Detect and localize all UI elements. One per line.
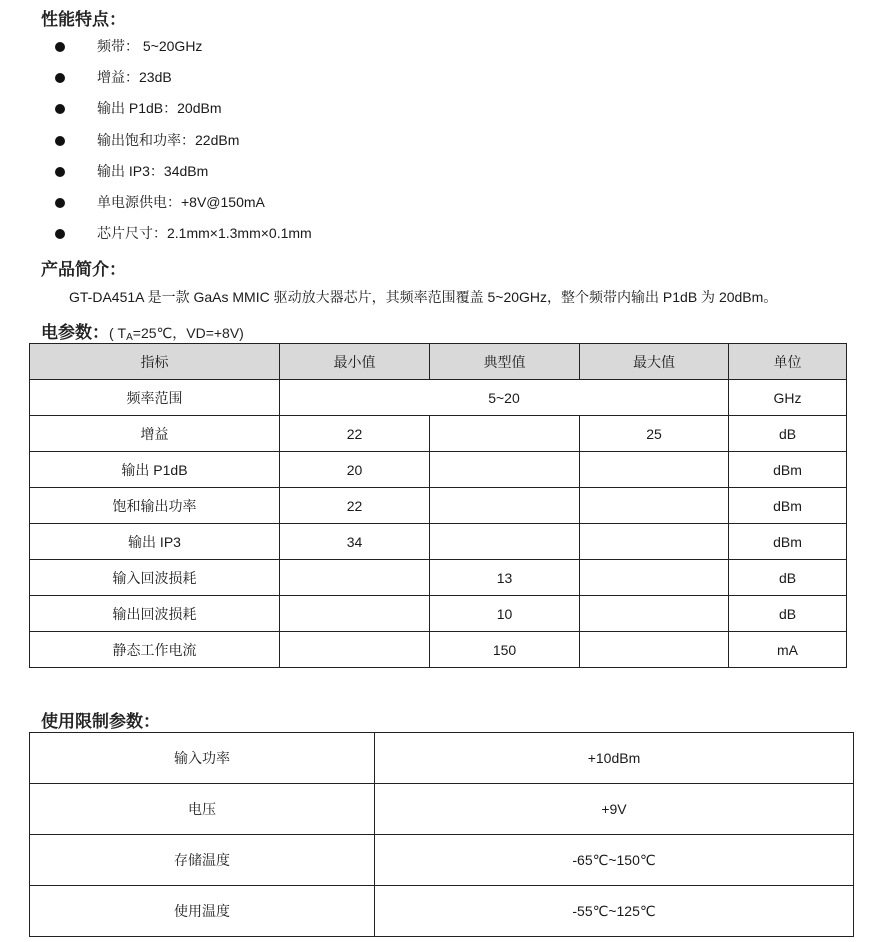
param-max: 25 xyxy=(580,416,729,452)
header-cell: 最小值 xyxy=(280,344,430,380)
bullet-icon xyxy=(55,136,65,146)
param-typ xyxy=(430,452,580,488)
list-item xyxy=(0,93,312,124)
param-unit: dBm xyxy=(729,452,847,488)
limits-heading: 使用限制参数： xyxy=(41,712,160,731)
param-max xyxy=(580,488,729,524)
header-cell: 单位 xyxy=(729,344,847,380)
param-max xyxy=(580,524,729,560)
param-min: 20 xyxy=(280,452,430,488)
table-row xyxy=(30,733,854,784)
list-item xyxy=(0,187,312,218)
param-name: 静态工作电流 xyxy=(30,632,280,668)
feature-text: 增益：23dB xyxy=(97,69,172,86)
table-row xyxy=(30,596,847,632)
bullet-icon xyxy=(55,73,65,83)
feature-text: 输出 IP3：34dBm xyxy=(97,162,209,179)
param-min: 22 xyxy=(280,488,430,524)
feature-text: 单电源供电：+8V@150mA xyxy=(97,193,265,210)
limit-name: 电压 xyxy=(30,784,375,835)
param-name: 输出回波损耗 xyxy=(30,596,280,632)
feature-text: 输出饱和功率：22dBm xyxy=(97,131,240,148)
param-min xyxy=(280,632,430,668)
param-unit: mA xyxy=(729,632,847,668)
param-typ xyxy=(430,416,580,452)
table-row xyxy=(30,452,847,488)
list-item xyxy=(0,62,312,93)
table-row xyxy=(30,524,847,560)
electrical-heading: 电参数： xyxy=(41,323,109,342)
param-name: 频率范围 xyxy=(30,380,280,416)
test-conditions: ( $T_A=25℃$，VD=+8V) xyxy=(109,325,244,343)
table-row xyxy=(30,380,847,416)
param-typ xyxy=(430,524,580,560)
limit-value: +10dBm xyxy=(375,733,854,784)
feature-text: 芯片尺寸：2.1mm×1.3mm×0.1mm xyxy=(97,225,312,242)
param-min xyxy=(280,560,430,596)
header-cell: 典型值 xyxy=(430,344,580,380)
param-range: 5~20 xyxy=(280,380,729,416)
param-unit: dBm xyxy=(729,524,847,560)
features-heading: 性能特点： xyxy=(41,10,126,29)
param-min: 22 xyxy=(280,416,430,452)
table-row xyxy=(30,784,854,835)
header-cell: 指标 xyxy=(30,344,280,380)
param-typ xyxy=(430,488,580,524)
param-typ: 10 xyxy=(430,596,580,632)
feature-text: 输出 P1dB：20dBm xyxy=(97,100,222,117)
table-row xyxy=(30,835,854,886)
header-cell: 最大值 xyxy=(580,344,729,380)
table-row xyxy=(30,560,847,596)
electrical-parameters-table xyxy=(29,343,847,668)
feature-text: 频带： 5~20GHz xyxy=(97,38,203,54)
limit-name: 输入功率 xyxy=(30,733,375,784)
limit-value: +9V xyxy=(375,784,854,835)
param-unit: dB xyxy=(729,596,847,632)
limit-name: 存储温度 xyxy=(30,835,375,886)
param-name: 饱和输出功率 xyxy=(30,488,280,524)
param-name: 输入回波损耗 xyxy=(30,560,280,596)
intro-paragraph: GT-DA451A 是一款 GaAs MMIC 驱动放大器芯片，其频率范围覆盖 5~20GHz，整个频带内输出 P1dB 为 20dBm。 xyxy=(69,289,778,305)
param-max xyxy=(580,632,729,668)
param-max xyxy=(580,452,729,488)
param-min: 34 xyxy=(280,524,430,560)
features-list xyxy=(0,31,312,249)
intro-heading: 产品简介： xyxy=(41,260,126,279)
param-unit: GHz xyxy=(729,380,847,416)
param-min xyxy=(280,596,430,632)
param-name: 输出 IP3 xyxy=(30,524,280,560)
table-row xyxy=(30,488,847,524)
bullet-icon xyxy=(55,104,65,114)
param-typ: 150 xyxy=(430,632,580,668)
usage-limits-table xyxy=(29,732,854,937)
param-unit: dBm xyxy=(729,488,847,524)
bullet-icon xyxy=(55,198,65,208)
limit-value: -65℃~150℃ xyxy=(375,835,854,886)
table-row xyxy=(30,416,847,452)
bullet-icon xyxy=(55,229,65,239)
list-item xyxy=(0,31,312,62)
table-row xyxy=(30,632,847,668)
param-unit: dB xyxy=(729,416,847,452)
param-typ: 13 xyxy=(430,560,580,596)
limit-value: -55℃~125℃ xyxy=(375,886,854,937)
electrical-heading-row xyxy=(41,318,244,343)
table-header-row xyxy=(30,344,847,380)
param-name: 增益 xyxy=(30,416,280,452)
bullet-icon xyxy=(55,42,65,52)
bullet-icon xyxy=(55,167,65,177)
param-name: 输出 P1dB xyxy=(30,452,280,488)
param-max xyxy=(580,560,729,596)
param-unit: dB xyxy=(729,560,847,596)
list-item xyxy=(0,125,312,156)
table-row xyxy=(30,886,854,937)
list-item xyxy=(0,156,312,187)
list-item xyxy=(0,218,312,249)
limit-name: 使用温度 xyxy=(30,886,375,937)
param-max xyxy=(580,596,729,632)
